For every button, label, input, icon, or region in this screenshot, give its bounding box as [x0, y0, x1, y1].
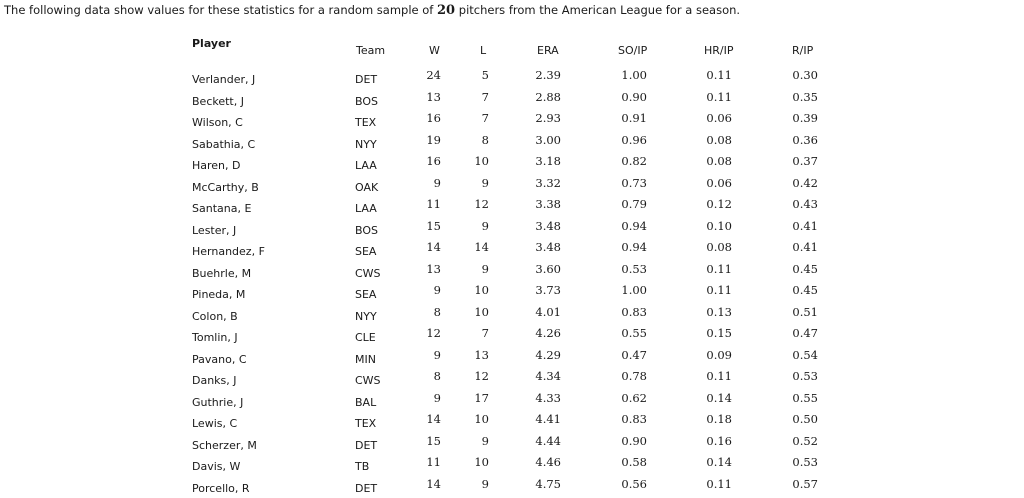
cell-w: 19	[426, 132, 441, 147]
cell-team: OAK	[355, 180, 379, 194]
cell-era: 2.93	[535, 111, 561, 125]
table-row	[0, 176, 1024, 196]
table-row	[0, 455, 1024, 475]
cell-hr-ip: 0.15	[706, 326, 732, 340]
cell-w: 9	[433, 347, 441, 362]
cell-era: 3.38	[535, 197, 561, 211]
table-row	[0, 412, 1024, 432]
cell-era: 3.32	[535, 175, 561, 190]
table-row	[0, 133, 1024, 153]
cell-era: 3.48	[535, 218, 561, 233]
header-w: W	[429, 44, 440, 57]
cell-hr-ip: 0.11	[706, 68, 732, 82]
cell-hr-ip: 0.06	[706, 175, 732, 190]
cell-l: 7	[481, 326, 489, 340]
cell-so-ip: 0.56	[621, 476, 647, 491]
cell-r-ip: 0.37	[792, 154, 818, 168]
cell-team: BAL	[355, 395, 377, 409]
intro-text	[4, 3, 740, 18]
cell-l: 12	[474, 197, 489, 211]
cell-r-ip: 0.51	[792, 304, 818, 319]
cell-r-ip: 0.43	[792, 197, 818, 211]
cell-so-ip: 0.83	[621, 304, 647, 319]
table-row	[0, 391, 1024, 411]
cell-w: 12	[426, 326, 441, 340]
cell-so-ip: 1.00	[621, 68, 647, 82]
cell-player: Beckett, J	[192, 94, 244, 108]
cell-hr-ip: 0.09	[706, 347, 732, 362]
cell-so-ip: 0.47	[621, 347, 647, 362]
cell-so-ip: 0.96	[621, 132, 647, 147]
table-row	[0, 369, 1024, 389]
cell-player: Guthrie, J	[192, 395, 244, 409]
cell-so-ip: 0.83	[621, 412, 647, 426]
cell-w: 8	[433, 369, 441, 383]
cell-l: 8	[481, 132, 489, 147]
cell-w: 11	[426, 197, 441, 211]
cell-so-ip: 0.78	[621, 369, 647, 383]
cell-team: LAA	[355, 202, 377, 215]
cell-hr-ip: 0.12	[706, 197, 732, 211]
cell-r-ip: 0.55	[792, 390, 818, 405]
cell-hr-ip: 0.08	[706, 132, 732, 147]
cell-hr-ip: 0.06	[706, 111, 732, 125]
cell-l: 7	[481, 111, 489, 125]
cell-team: BOS	[355, 223, 378, 237]
cell-team: CWS	[355, 374, 381, 387]
table-row	[0, 240, 1024, 260]
cell-team: DET	[355, 438, 378, 452]
cell-era: 3.73	[535, 283, 561, 297]
cell-l: 10	[474, 304, 489, 319]
cell-hr-ip: 0.13	[706, 304, 732, 319]
cell-hr-ip: 0.08	[706, 240, 732, 254]
cell-l: 10	[474, 412, 489, 426]
header-l: L	[480, 44, 487, 57]
cell-era: 2.39	[535, 68, 561, 82]
cell-w: 13	[426, 261, 441, 276]
cell-so-ip: 0.82	[621, 154, 647, 168]
cell-w: 13	[426, 89, 441, 104]
table-row	[0, 262, 1024, 282]
cell-hr-ip: 0.11	[706, 283, 732, 297]
cell-era: 4.01	[535, 304, 561, 319]
cell-w: 11	[426, 455, 441, 469]
cell-era: 4.29	[535, 347, 561, 362]
cell-hr-ip: 0.11	[706, 369, 732, 383]
table-row	[0, 197, 1024, 217]
cell-l: 10	[474, 455, 489, 469]
cell-team: DET	[355, 481, 378, 495]
cell-r-ip: 0.36	[792, 132, 818, 147]
cell-player: Wilson, C	[192, 116, 243, 129]
cell-so-ip: 0.94	[621, 218, 647, 233]
cell-player: Hernandez, F	[192, 245, 265, 258]
cell-so-ip: 0.55	[621, 326, 647, 340]
cell-l: 7	[481, 89, 489, 104]
cell-player: Davis, W	[192, 460, 241, 473]
cell-r-ip: 0.50	[792, 412, 818, 426]
cell-r-ip: 0.45	[792, 283, 818, 297]
cell-l: 9	[481, 433, 489, 448]
intro-sample-size: 20	[437, 3, 456, 18]
cell-era: 4.46	[535, 455, 561, 469]
table-row	[0, 326, 1024, 346]
cell-hr-ip: 0.10	[706, 218, 732, 233]
cell-w: 14	[426, 240, 441, 254]
table-row	[0, 111, 1024, 131]
cell-so-ip: 0.62	[621, 390, 647, 405]
cell-so-ip: 0.94	[621, 240, 647, 254]
cell-player: Porcello, R	[192, 481, 250, 495]
cell-so-ip: 0.79	[621, 197, 647, 211]
cell-player: Haren, D	[192, 159, 241, 172]
cell-player: Tomlin, J	[192, 331, 238, 344]
cell-so-ip: 0.91	[621, 111, 647, 125]
cell-so-ip: 0.58	[621, 455, 647, 469]
cell-player: Sabathia, C	[192, 137, 256, 151]
cell-team: BOS	[355, 94, 378, 108]
cell-l: 9	[481, 218, 489, 233]
cell-player: Pavano, C	[192, 352, 247, 366]
header-player: Player	[192, 37, 231, 50]
cell-so-ip: 1.00	[621, 283, 647, 297]
cell-hr-ip: 0.11	[706, 89, 732, 104]
cell-l: 13	[474, 347, 489, 362]
cell-team: SEA	[355, 245, 377, 258]
cell-team: TEX	[355, 116, 377, 129]
cell-era: 3.60	[535, 261, 561, 276]
table-row	[0, 68, 1024, 88]
header-r-ip: R/IP	[792, 44, 814, 57]
cell-team: NYY	[355, 309, 377, 323]
cell-w: 15	[426, 218, 441, 233]
cell-r-ip: 0.35	[792, 89, 818, 104]
cell-player: Pineda, M	[192, 288, 246, 301]
cell-player: Lewis, C	[192, 417, 238, 430]
cell-r-ip: 0.57	[792, 476, 818, 491]
cell-team: TEX	[355, 417, 377, 430]
cell-w: 15	[426, 433, 441, 448]
cell-r-ip: 0.41	[792, 240, 818, 254]
cell-player: Colon, B	[192, 309, 238, 323]
cell-era: 3.48	[535, 240, 561, 254]
cell-team: CWS	[355, 266, 381, 280]
cell-r-ip: 0.41	[792, 218, 818, 233]
table-row	[0, 434, 1024, 454]
cell-player: Verlander, J	[192, 73, 256, 86]
cell-era: 4.75	[535, 476, 561, 491]
cell-hr-ip: 0.14	[706, 390, 732, 405]
cell-team: MIN	[355, 352, 376, 366]
cell-hr-ip: 0.11	[706, 476, 732, 491]
cell-era: 3.18	[535, 154, 561, 168]
cell-l: 5	[481, 68, 489, 82]
cell-era: 4.34	[535, 369, 561, 383]
cell-team: SEA	[355, 288, 377, 301]
cell-era: 4.44	[535, 433, 561, 448]
table-row	[0, 219, 1024, 239]
cell-team: NYY	[355, 137, 377, 151]
cell-r-ip: 0.53	[792, 369, 818, 383]
cell-team: CLE	[355, 331, 376, 344]
header-team: Team	[356, 44, 386, 57]
cell-w: 9	[433, 175, 441, 190]
cell-hr-ip: 0.14	[706, 455, 732, 469]
intro-after: pitchers from the American League for a season.	[455, 3, 741, 17]
cell-l: 9	[481, 175, 489, 190]
cell-l: 10	[474, 154, 489, 168]
cell-r-ip: 0.45	[792, 261, 818, 276]
cell-player: McCarthy, B	[192, 180, 259, 194]
cell-w: 16	[426, 111, 441, 125]
cell-so-ip: 0.53	[621, 261, 647, 276]
table-row	[0, 154, 1024, 174]
cell-w: 16	[426, 154, 441, 168]
cell-team: TB	[355, 460, 370, 473]
cell-player: Danks, J	[192, 374, 237, 387]
cell-era: 4.41	[535, 412, 561, 426]
cell-l: 10	[474, 283, 489, 297]
cell-team: LAA	[355, 159, 377, 172]
cell-era: 4.33	[535, 390, 561, 405]
table-row	[0, 90, 1024, 110]
cell-r-ip: 0.47	[792, 326, 818, 340]
cell-w: 9	[433, 283, 441, 297]
cell-r-ip: 0.52	[792, 433, 818, 448]
cell-player: Buehrle, M	[192, 266, 252, 280]
cell-r-ip: 0.42	[792, 175, 818, 190]
cell-so-ip: 0.73	[621, 175, 647, 190]
cell-w: 14	[426, 412, 441, 426]
cell-so-ip: 0.90	[621, 89, 647, 104]
cell-r-ip: 0.30	[792, 68, 818, 82]
cell-hr-ip: 0.11	[706, 261, 732, 276]
cell-l: 14	[474, 240, 489, 254]
cell-hr-ip: 0.18	[706, 412, 732, 426]
header-era: ERA	[537, 44, 559, 57]
cell-w: 8	[433, 304, 441, 319]
cell-player: Santana, E	[192, 202, 252, 215]
cell-player: Lester, J	[192, 223, 237, 237]
cell-hr-ip: 0.08	[706, 154, 732, 168]
cell-era: 4.26	[535, 326, 561, 340]
cell-r-ip: 0.54	[792, 347, 818, 362]
cell-l: 12	[474, 369, 489, 383]
cell-r-ip: 0.53	[792, 455, 818, 469]
cell-so-ip: 0.90	[621, 433, 647, 448]
table-row	[0, 348, 1024, 368]
cell-l: 9	[481, 261, 489, 276]
table-row	[0, 477, 1024, 497]
cell-team: DET	[355, 73, 378, 86]
cell-r-ip: 0.39	[792, 111, 818, 125]
cell-player: Scherzer, M	[192, 438, 257, 452]
cell-era: 2.88	[535, 89, 561, 104]
cell-era: 3.00	[535, 132, 561, 147]
cell-l: 17	[474, 390, 489, 405]
header-so-ip: SO/IP	[618, 44, 648, 57]
table-row	[0, 305, 1024, 325]
intro-before: The following data show values for these statistics for a random sample of	[4, 3, 438, 17]
table-row	[0, 283, 1024, 303]
cell-w: 9	[433, 390, 441, 405]
cell-hr-ip: 0.16	[706, 433, 732, 448]
cell-w: 24	[426, 68, 441, 82]
cell-l: 9	[481, 476, 489, 491]
header-hr-ip: HR/IP	[704, 44, 734, 57]
cell-w: 14	[426, 476, 441, 491]
